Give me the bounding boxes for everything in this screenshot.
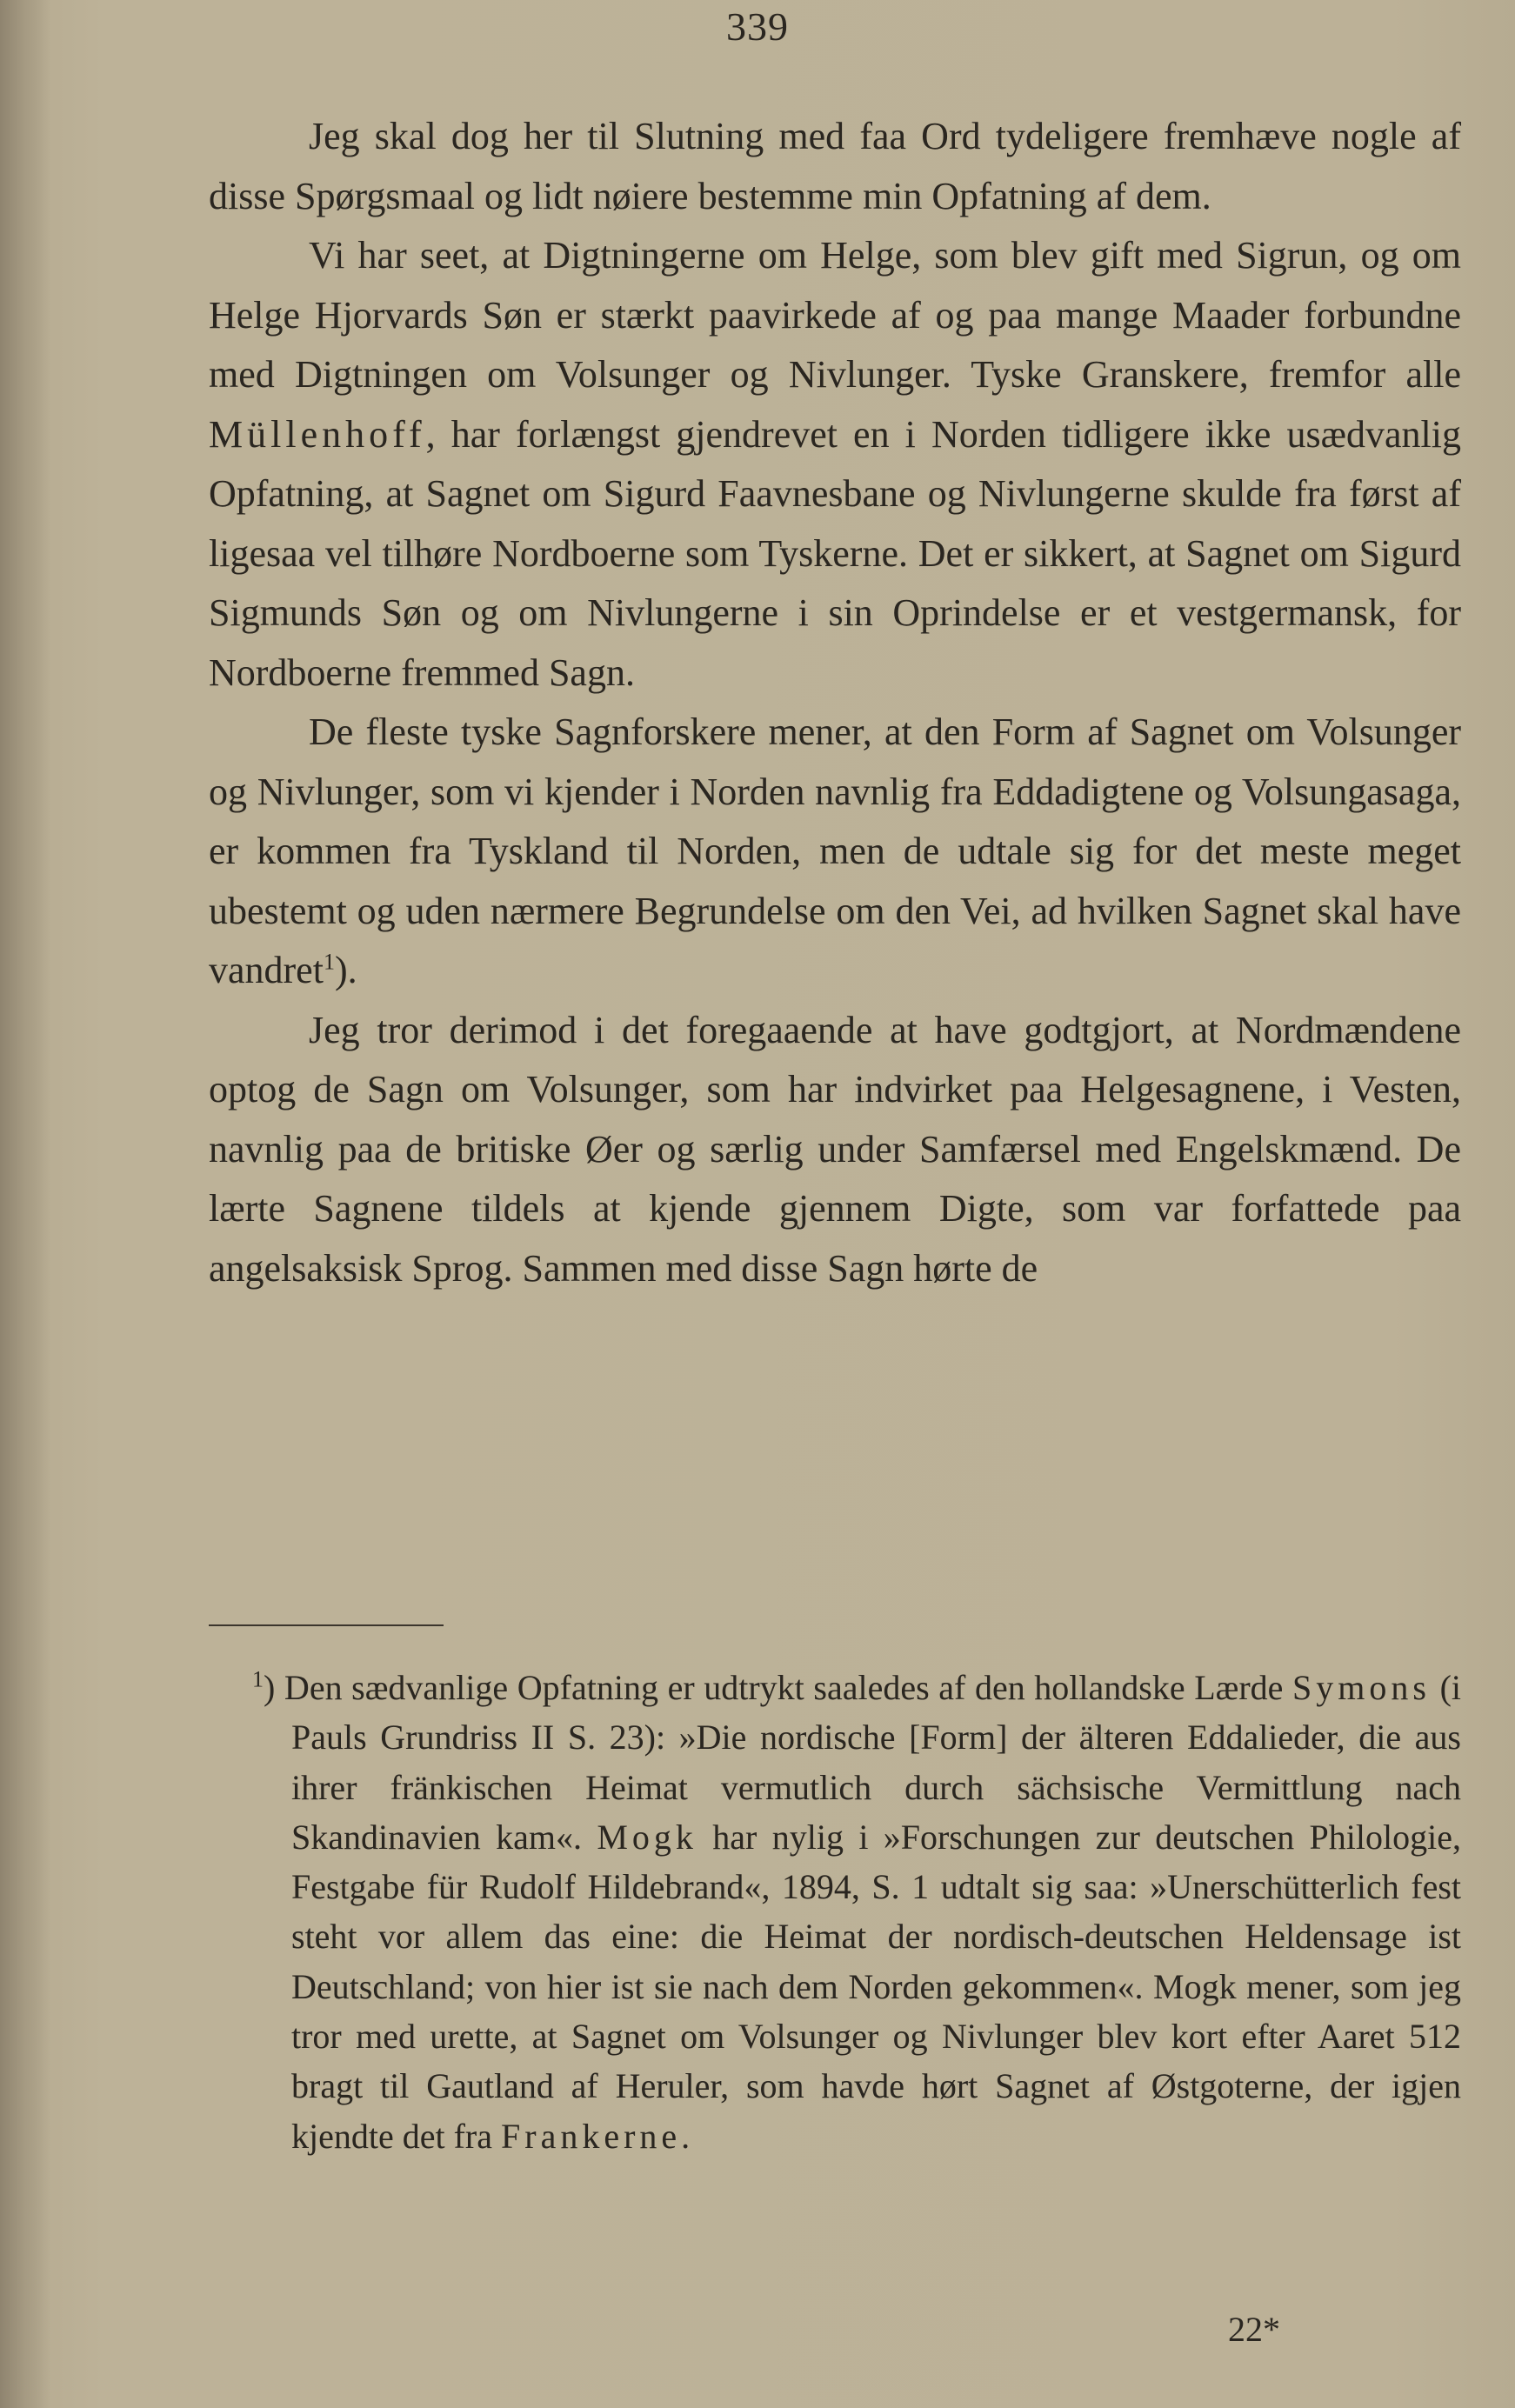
footnote-text-c: har nylig i »Forschungen zur deutschen Philologie, Festgabe für Rudolf Hildebrand«, 1894, S. 1 udtalt sig saa: »Unerschütterlich fest steht vor allem das eine: die Heimat der nordisch-deutschen Heldensage ist Deutschland; von hier ist sie nach dem Norden gekommen«. Mogk mener, som jeg tror med urette, at Sagnet om Volsunger og Nivlunger blev kort efter Aaret 512 bragt til Gautland af Heruler, som havde hørt Sagnet af Østgoterne, der igjen kjendte det fra [291,1817,1462,2156]
paragraph-3-text: De fleste tyske Sagnforskere mener, at den Form af Sagnet om Volsunger og Nivlunger, som vi kjender i Norden navnlig fra Eddadigtene og Volsungasaga, er kommen fra Tyskland til Norden, men de udtale sig for det meste meget ubestemt og uden nærmere Begrundelse om den Vei, ad hvilken Sagnet skal have vandret [209,710,1461,991]
footnote-text-a: Den sædvanlige Opfatning er udtrykt saaledes af den hollandske Lærde [275,1668,1284,1707]
footnote-reference: 1 [323,949,335,975]
main-text [209,107,1461,1298]
paragraph-1-text: Jeg skal dog her til Slutning med faa Ord tydeligere fremhæve nogle af disse Spørgsmaal og lidt nøiere bestemme min Opfatning af dem. [209,115,1461,217]
footnote-paragraph [252,1663,1461,2161]
paragraph-4 [209,1001,1461,1299]
footnote [252,1663,1461,2161]
footnote-number: 1 [252,1666,264,1692]
footnote-text-end: . [681,2116,691,2156]
footnote-number-close: ) [264,1668,276,1707]
paragraph-4-text: Jeg tror derimod i det foregaaende at have godtgjort, at Nordmændene optog de Sagn om Volsunger, som har indvirket paa Helgesagnene, i Vesten, navnlig paa de britiske Øer og særlig under Samfærsel med Engelskmænd. De lærte Sagnene tildels at kjende gjennem Digte, som var forfattede paa angelsaksisk Sprog. Sammen med disse Sagn hørte de [209,1008,1461,1290]
paragraph-2-text-b: , har forlængst gjendrevet en i Norden tidligere ikke usædvanlig Opfatning, at Sagnet om Sigurd Faavnesbane og Nivlungerne skulde fra først af ligesaa vel tilhøre Nordboerne som Tyskerne. Det er sikkert, at Sagnet om Sigurd Sigmunds Søn og om Nivlungerne i sin Oprindelse er et vestgermansk, for Nordboerne fremmed Sagn. [209,412,1461,694]
author-name-mogk: Mogk [597,1817,697,1857]
paragraph-3-end: ). [334,949,357,991]
author-name-symons: Symons [1292,1668,1431,1707]
page-number: 339 [726,4,789,49]
author-name-mullenhoff: Müllenhoff [209,412,426,456]
binding-edge [0,0,50,2408]
paragraph-3 [209,703,1461,1001]
footnote-text-b: (i Pauls Grundriss II S. 23): »Die nordische [Form] der älteren Eddalieder, die aus ihrer fränkischen Heimat vermutlich durch sächsische Vermittlung nach Skandinavien kam«. [291,1668,1461,1857]
paragraph-2-text-a: Vi har seet, at Digtningerne om Helge, som blev gift med Sigrun, og om Helge Hjorvards Søn er stærkt paavirkede af og paa mange Maader forbundne med Digtningen om Volsunger og Nivlunger. Tyske Granskere, fremfor alle [209,234,1461,396]
name-frankerne: Frankerne [501,2116,682,2156]
paragraph-2 [209,226,1461,703]
paragraph-1 [209,107,1461,226]
signature-mark: 22* [1228,2310,1280,2349]
footnote-divider [209,1624,444,1626]
